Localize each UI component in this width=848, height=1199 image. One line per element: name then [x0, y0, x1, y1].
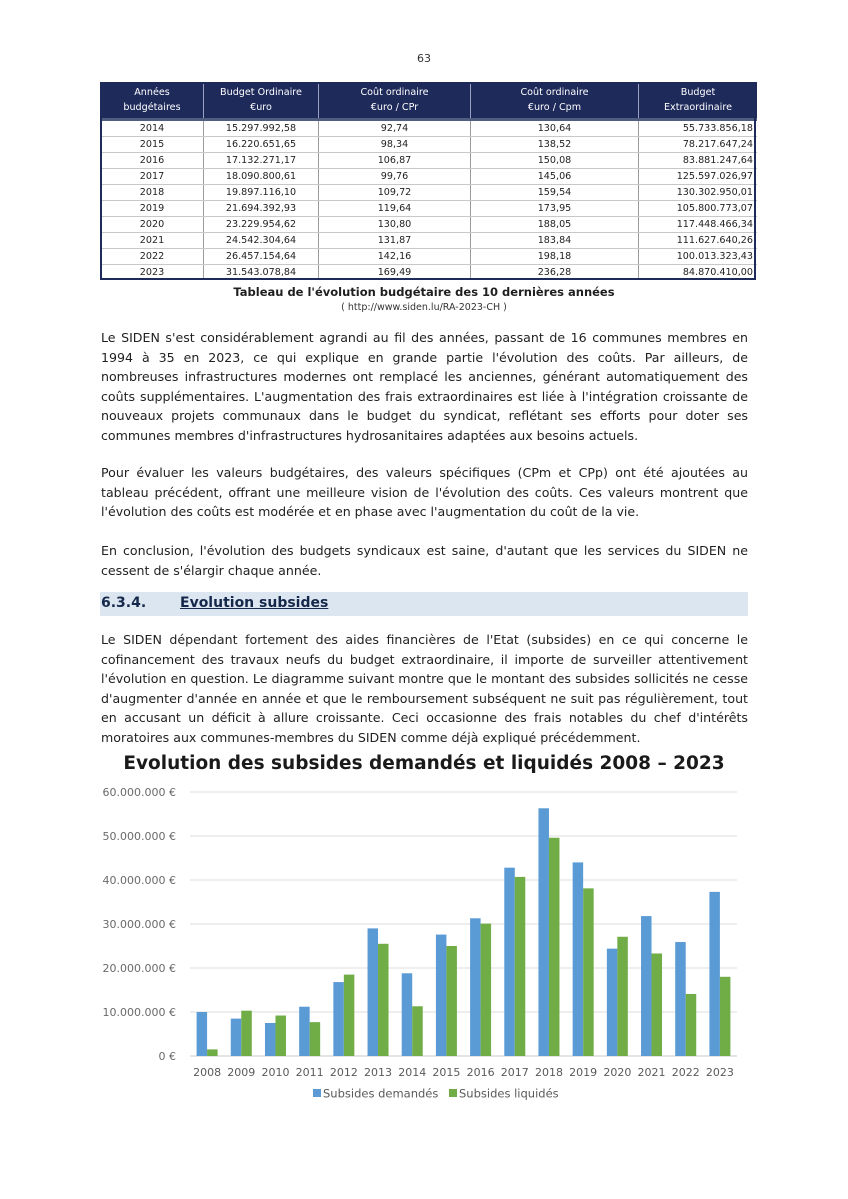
- table-cell: 2014: [101, 120, 204, 137]
- bar-liquides: [583, 888, 594, 1056]
- legend-label: Subsides demandés: [323, 1086, 439, 1101]
- bar-demandes: [368, 928, 379, 1056]
- y-tick-label: 50.000.000 €: [102, 830, 176, 843]
- x-tick-label: 2015: [432, 1066, 461, 1079]
- bar-demandes: [231, 1019, 242, 1056]
- paragraph-conclusion: En conclusion, l'évolution des budgets syndicaux est saine, d'autant que les services du SIDEN ne cessent de s'élargir chaque année.: [101, 543, 748, 578]
- bar-demandes: [265, 1023, 276, 1056]
- x-tick-label: 2011: [295, 1066, 324, 1079]
- header-budget-extraordinaire: Budget Extraordinaire: [639, 82, 758, 120]
- bar-demandes: [538, 808, 549, 1056]
- bar-demandes: [607, 949, 618, 1056]
- table-cell: 2019: [101, 201, 204, 217]
- table-cell: 125.597.026,97: [639, 169, 758, 185]
- x-tick-label: 2016: [466, 1066, 495, 1079]
- bar-liquides: [549, 838, 560, 1056]
- y-tick-label: 30.000.000 €: [102, 918, 176, 931]
- table-row: [101, 153, 757, 169]
- table-cell: 150,08: [471, 153, 639, 169]
- paragraph-subsides: Le SIDEN dépendant fortement des aides financières de l'Etat (subsides) en ce qui concerne le cofinancement des travaux neufs du budget extraordinaire, il importe de surveiller attentivement l'évolution en question. Le diagramme suivant montre que le montant des subsides sollicités ne cesse d'augmenter d'année en année et que le remboursement subséquent ne suit pas régulièrement, tout en accusant un déficit à allure croissante. Ceci occasionne des frais notables du chef d'intérêts moratoires aux communes-membres du SIDEN comme déjà expliqué précédemment.: [101, 632, 748, 745]
- bar-liquides: [720, 977, 731, 1056]
- bar-liquides: [481, 924, 492, 1056]
- table-row: [101, 201, 757, 217]
- x-tick-label: 2010: [261, 1066, 290, 1079]
- section-number: 6.3.4.: [101, 595, 147, 611]
- y-tick-label: 10.000.000 €: [102, 1006, 176, 1019]
- x-tick-label: 2008: [193, 1066, 222, 1079]
- x-tick-label: 2020: [603, 1066, 632, 1079]
- bar-demandes: [299, 1007, 310, 1056]
- table-cell: 173,95: [471, 201, 639, 217]
- paragraph-specific-values: Pour évaluer les valeurs budgétaires, des valeurs spécifiques (CPm et CPp) ont été ajoutées au tableau précédent, offrant une meilleure vision de l'évolution des coûts. Ces valeurs montrent que l'évolution des coûts est modérée et en phase avec l'augmentation du coût de la vie.: [101, 465, 748, 520]
- table-cell: 2016: [101, 153, 204, 169]
- bar-demandes: [333, 982, 344, 1056]
- table-cell: 109,72: [319, 185, 471, 201]
- x-tick-label: 2018: [534, 1066, 563, 1079]
- table-cell: 98,34: [319, 137, 471, 153]
- bar-liquides: [378, 944, 389, 1056]
- bar-liquides: [686, 994, 697, 1056]
- table-row: [101, 233, 757, 249]
- table-cell: 55.733.856,18: [639, 120, 758, 137]
- table-cell: 145,06: [471, 169, 639, 185]
- table-cell: 24.542.304,64: [204, 233, 319, 249]
- table-cell: 84.870.410,00: [639, 265, 758, 281]
- table-cell: 106,87: [319, 153, 471, 169]
- table-cell: 92,74: [319, 120, 471, 137]
- section-title: Evolution subsides: [180, 595, 329, 611]
- table-cell: 99,76: [319, 169, 471, 185]
- table-cell: 23.229.954,62: [204, 217, 319, 233]
- table-cell: 117.448.466,34: [639, 217, 758, 233]
- header-cout-cpm: Coût ordinaire €uro / Cpm: [471, 82, 639, 120]
- table-cell: 130.302.950,01: [639, 185, 758, 201]
- legend-label: Subsides liquidés: [459, 1086, 559, 1101]
- budget-table: [101, 82, 757, 280]
- table-cell: 2018: [101, 185, 204, 201]
- bar-liquides: [617, 937, 628, 1056]
- table-header-row: [101, 82, 757, 120]
- bar-liquides: [344, 975, 355, 1056]
- bar-liquides: [241, 1011, 252, 1056]
- legend-swatch: [449, 1089, 457, 1097]
- table-cell: 2015: [101, 137, 204, 153]
- table-cell: 2022: [101, 249, 204, 265]
- table-cell: 142,16: [319, 249, 471, 265]
- bar-liquides: [515, 877, 526, 1056]
- x-tick-label: 2014: [398, 1066, 427, 1079]
- bar-demandes: [197, 1012, 208, 1056]
- table-row: [101, 265, 757, 281]
- table-cell: 105.800.773,07: [639, 201, 758, 217]
- table-cell: 18.090.800,61: [204, 169, 319, 185]
- bar-demandes: [675, 942, 686, 1056]
- header-years: Années budgétaires: [101, 82, 204, 120]
- bar-demandes: [573, 862, 584, 1056]
- table-cell: 130,64: [471, 120, 639, 137]
- table-cell: 2021: [101, 233, 204, 249]
- x-tick-label: 2022: [671, 1066, 700, 1079]
- bar-demandes: [504, 868, 515, 1056]
- table-row: [101, 217, 757, 233]
- y-tick-label: 20.000.000 €: [102, 962, 176, 975]
- x-tick-label: 2023: [705, 1066, 734, 1079]
- bar-demandes: [436, 935, 447, 1056]
- header-cout-cpr: Coût ordinaire €uro / CPr: [319, 82, 471, 120]
- table-source: ( http://www.siden.lu/RA-2023-CH ): [341, 302, 507, 313]
- table-cell: 169,49: [319, 265, 471, 281]
- x-tick-label: 2021: [637, 1066, 666, 1079]
- table-cell: 159,54: [471, 185, 639, 201]
- table-cell: 17.132.271,17: [204, 153, 319, 169]
- page-number: 63: [417, 52, 431, 65]
- x-tick-label: 2017: [500, 1066, 529, 1079]
- table-row: [101, 185, 757, 201]
- table-cell: 16.220.651,65: [204, 137, 319, 153]
- x-tick-label: 2013: [364, 1066, 393, 1079]
- header-budget-ordinaire: Budget Ordinaire €uro: [204, 82, 319, 120]
- table-cell: 183,84: [471, 233, 639, 249]
- x-tick-label: 2019: [569, 1066, 598, 1079]
- table-cell: 130,80: [319, 217, 471, 233]
- table-cell: 21.694.392,93: [204, 201, 319, 217]
- table-cell: 26.457.154,64: [204, 249, 319, 265]
- bar-demandes: [402, 973, 413, 1056]
- y-tick-label: 40.000.000 €: [102, 874, 176, 887]
- table-cell: 100.013.323,43: [639, 249, 758, 265]
- table-row: [101, 120, 757, 137]
- table-cell: 78.217.647,24: [639, 137, 758, 153]
- paragraph-growth: Le SIDEN s'est considérablement agrandi au fil des années, passant de 16 communes membres en 1994 à 35 en 2023, ce qui explique en grande partie l'évolution des coûts. Par ailleurs, de nombreuses infrastructures modernes ont remplacé les anciennes, générant automatiquement des coûts supplémentaires. L'augmentation des frais extraordinaires est liée à l'intégration croissante de nouveaux projets communaux dans le budget du syndicat, reflétant ses efforts pour doter ses communes membres d'infrastructures hydrosanitaires adaptées aux besoins actuels.: [101, 330, 748, 443]
- bar-liquides: [207, 1049, 218, 1056]
- table-cell: 2017: [101, 169, 204, 185]
- x-tick-label: 2012: [329, 1066, 358, 1079]
- y-tick-label: 0 €: [158, 1050, 176, 1063]
- bar-liquides: [652, 953, 663, 1056]
- bar-liquides: [275, 1016, 286, 1056]
- table-row: [101, 169, 757, 185]
- table-cell: 119,64: [319, 201, 471, 217]
- section-heading: [100, 592, 748, 616]
- table-cell: 138,52: [471, 137, 639, 153]
- table-cell: 15.297.992,58: [204, 120, 319, 137]
- subsides-chart: [0, 740, 848, 1110]
- table-caption: Tableau de l'évolution budgétaire des 10 dernières années: [233, 285, 615, 299]
- table-cell: 131,87: [319, 233, 471, 249]
- table-cell: 188,05: [471, 217, 639, 233]
- table-cell: 236,28: [471, 265, 639, 281]
- table-cell: 111.627.640,26: [639, 233, 758, 249]
- legend-swatch: [313, 1089, 321, 1097]
- table-cell: 198,18: [471, 249, 639, 265]
- table-cell: 19.897.116,10: [204, 185, 319, 201]
- bar-demandes: [709, 892, 720, 1056]
- table-cell: 31.543.078,84: [204, 265, 319, 281]
- x-tick-label: 2009: [227, 1066, 256, 1079]
- table-row: [101, 249, 757, 265]
- table-cell: 2020: [101, 217, 204, 233]
- bar-demandes: [470, 918, 481, 1056]
- table-cell: 2023: [139, 267, 165, 278]
- bar-liquides: [412, 1006, 423, 1056]
- table-cell: 83.881.247,64: [639, 153, 758, 169]
- chart-title: Evolution des subsides demandés et liquidés 2008 – 2023: [123, 753, 725, 774]
- table-row: [101, 137, 757, 153]
- bar-liquides: [446, 946, 457, 1056]
- bar-demandes: [641, 916, 652, 1056]
- bar-liquides: [310, 1022, 321, 1056]
- y-tick-label: 60.000.000 €: [102, 786, 176, 799]
